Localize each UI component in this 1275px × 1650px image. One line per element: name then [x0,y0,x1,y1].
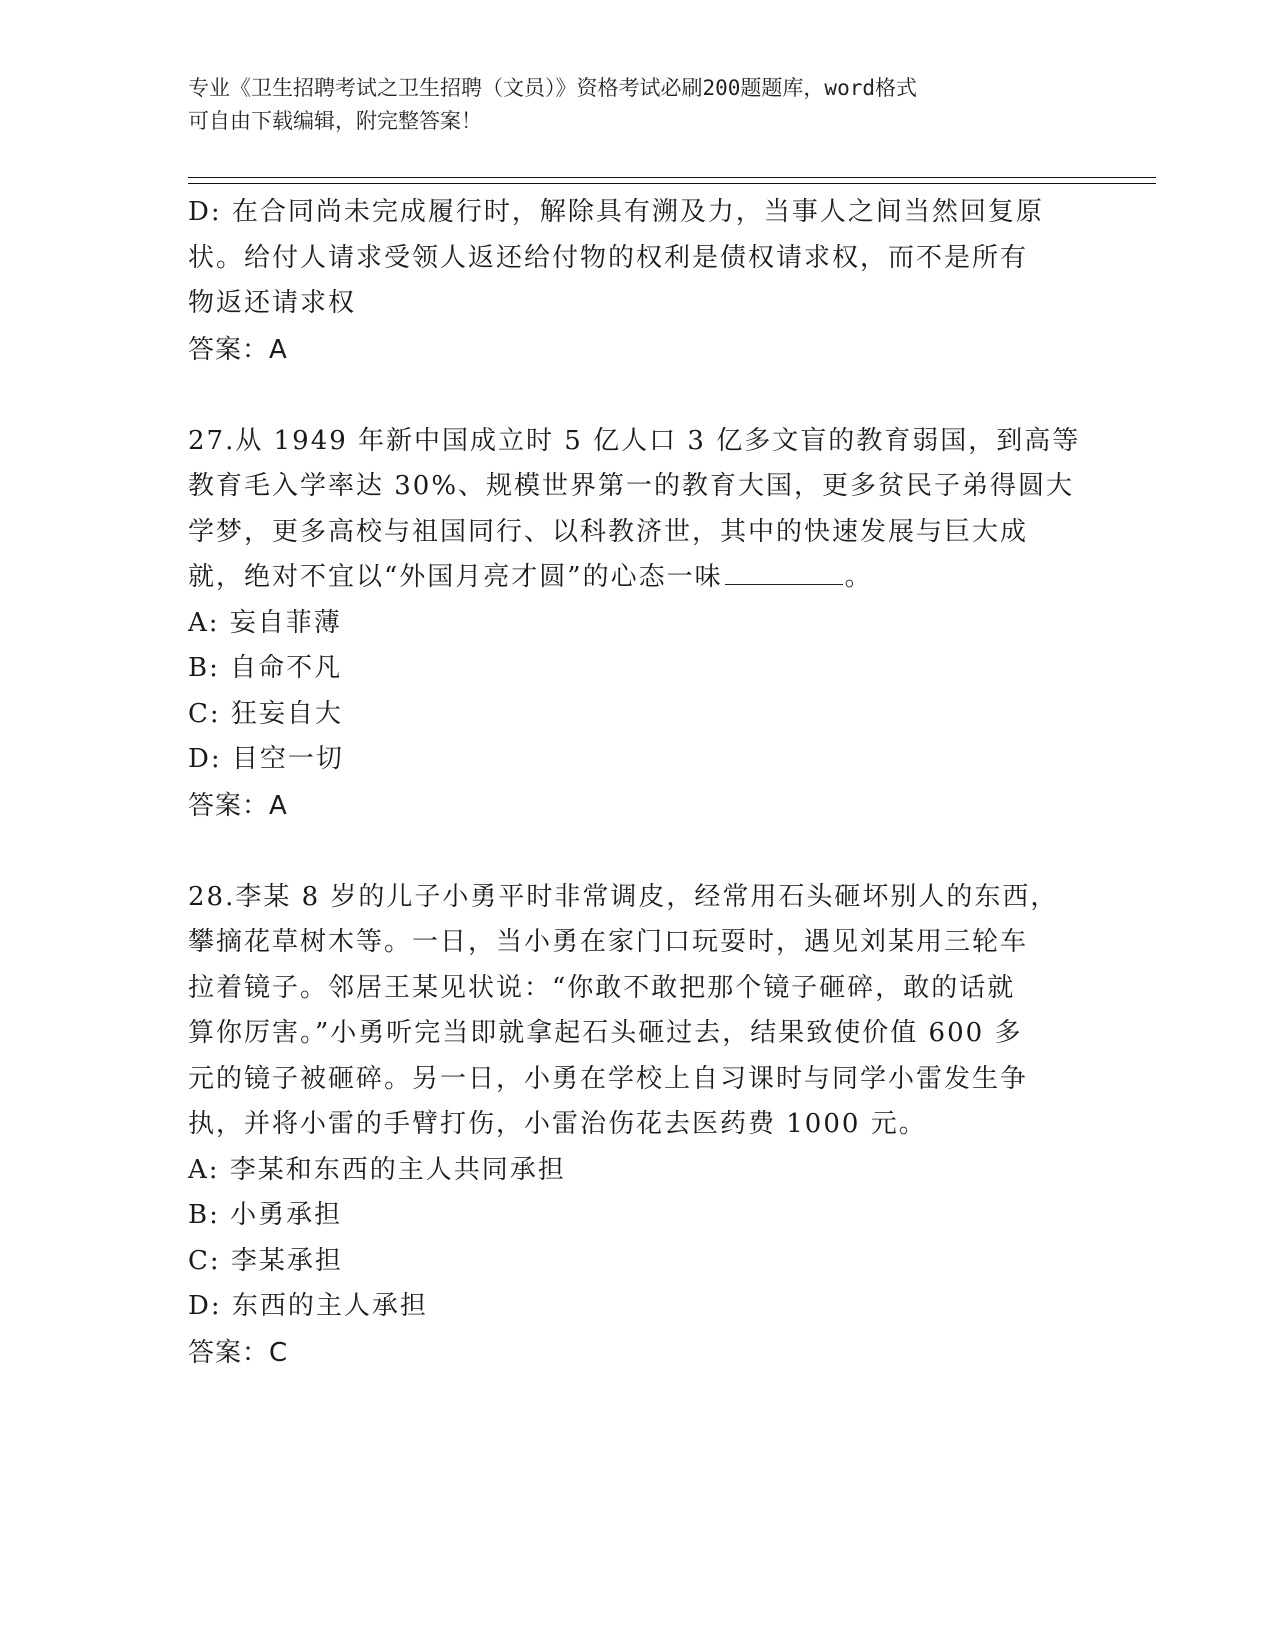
option-d: D: 目空一切 [188,744,344,774]
option-a: A: 妄自菲薄 [188,607,342,638]
document-header [188,72,1068,138]
header-rule-top [188,177,1156,178]
option-c: C: 狂妄自大 [188,698,343,729]
option-c: C: 李某承担 [188,1245,343,1276]
question-stem-line: 28.李某 8 岁的儿子小勇平时非常调皮，经常用石头砸坏别人的东西， [188,881,1059,912]
option-d-line: D: 在合同尚未完成履行时，解除具有溯及力，当事人之间当然回复原 [188,197,1044,227]
question-stem-line-last [188,555,1088,601]
spacer [188,829,1088,875]
question-stem-line: 元的镜子被砸碎。另一日，小勇在学校上自习课时与同学小雷发生争 [188,1063,1029,1094]
question-stem-line: 学梦，更多高校与祖国同行、以科教济世，其中的快速发展与巨大成 [188,516,1029,547]
header-line-1: 专业《卫生招聘考试之卫生招聘（文员）》资格考试必刷200题题库，word格式 [188,76,917,100]
answer-label: 答案：C [188,1337,289,1368]
spacer [188,373,1088,419]
option-d-line: 状。给付人请求受领人返还给付物的权利是债权请求权，而不是所有 [188,242,1029,273]
question-stem-text: 就，绝对不宜以“外国月亮才圆”的心态一味 [188,562,723,592]
option-b: B: 自命不凡 [188,653,343,683]
document-body [188,190,1088,1376]
option-b: B: 小勇承担 [188,1200,343,1230]
question-27 [188,419,1088,829]
question-stem-line: 27.从 1949 年新中国成立时 5 亿人口 3 亿多文盲的教育弱国，到高等 [188,425,1081,456]
question-stem-line: 算你厉害。”小勇听完当即就拿起石头砸过去，结果致使价值 600 多 [188,1018,1023,1048]
option-d-line: 物返还请求权 [188,288,357,318]
question-stem-line: 攀摘花草树木等。一日，当小勇在家门口玩耍时，遇见刘某用三轮车 [188,927,1029,957]
option-a: A: 李某和东西的主人共同承担 [188,1154,566,1185]
question-stem-line: 执，并将小雷的手臂打伤，小雷治伤花去医药费 1000 元。 [188,1109,927,1139]
fill-in-blank [725,560,843,585]
question-28 [188,875,1088,1376]
header-rule-bottom [188,183,1156,184]
question-stem-line: 教育毛入学率达 30%、规模世界第一的教育大国，更多贫民子弟得圆大 [188,471,1075,501]
option-d: D: 东西的主人承担 [188,1291,428,1321]
answer-label: 答案：A [188,334,288,365]
question-stem-end: 。 [844,562,873,592]
answer-label: 答案：A [188,790,288,821]
header-line-2: 可自由下载编辑，附完整答案！ [188,109,482,133]
prev-question [188,190,1088,373]
question-stem-line: 拉着镜子。邻居王某见状说：“你敢不敢把那个镜子砸碎，敢的话就 [188,972,1016,1003]
